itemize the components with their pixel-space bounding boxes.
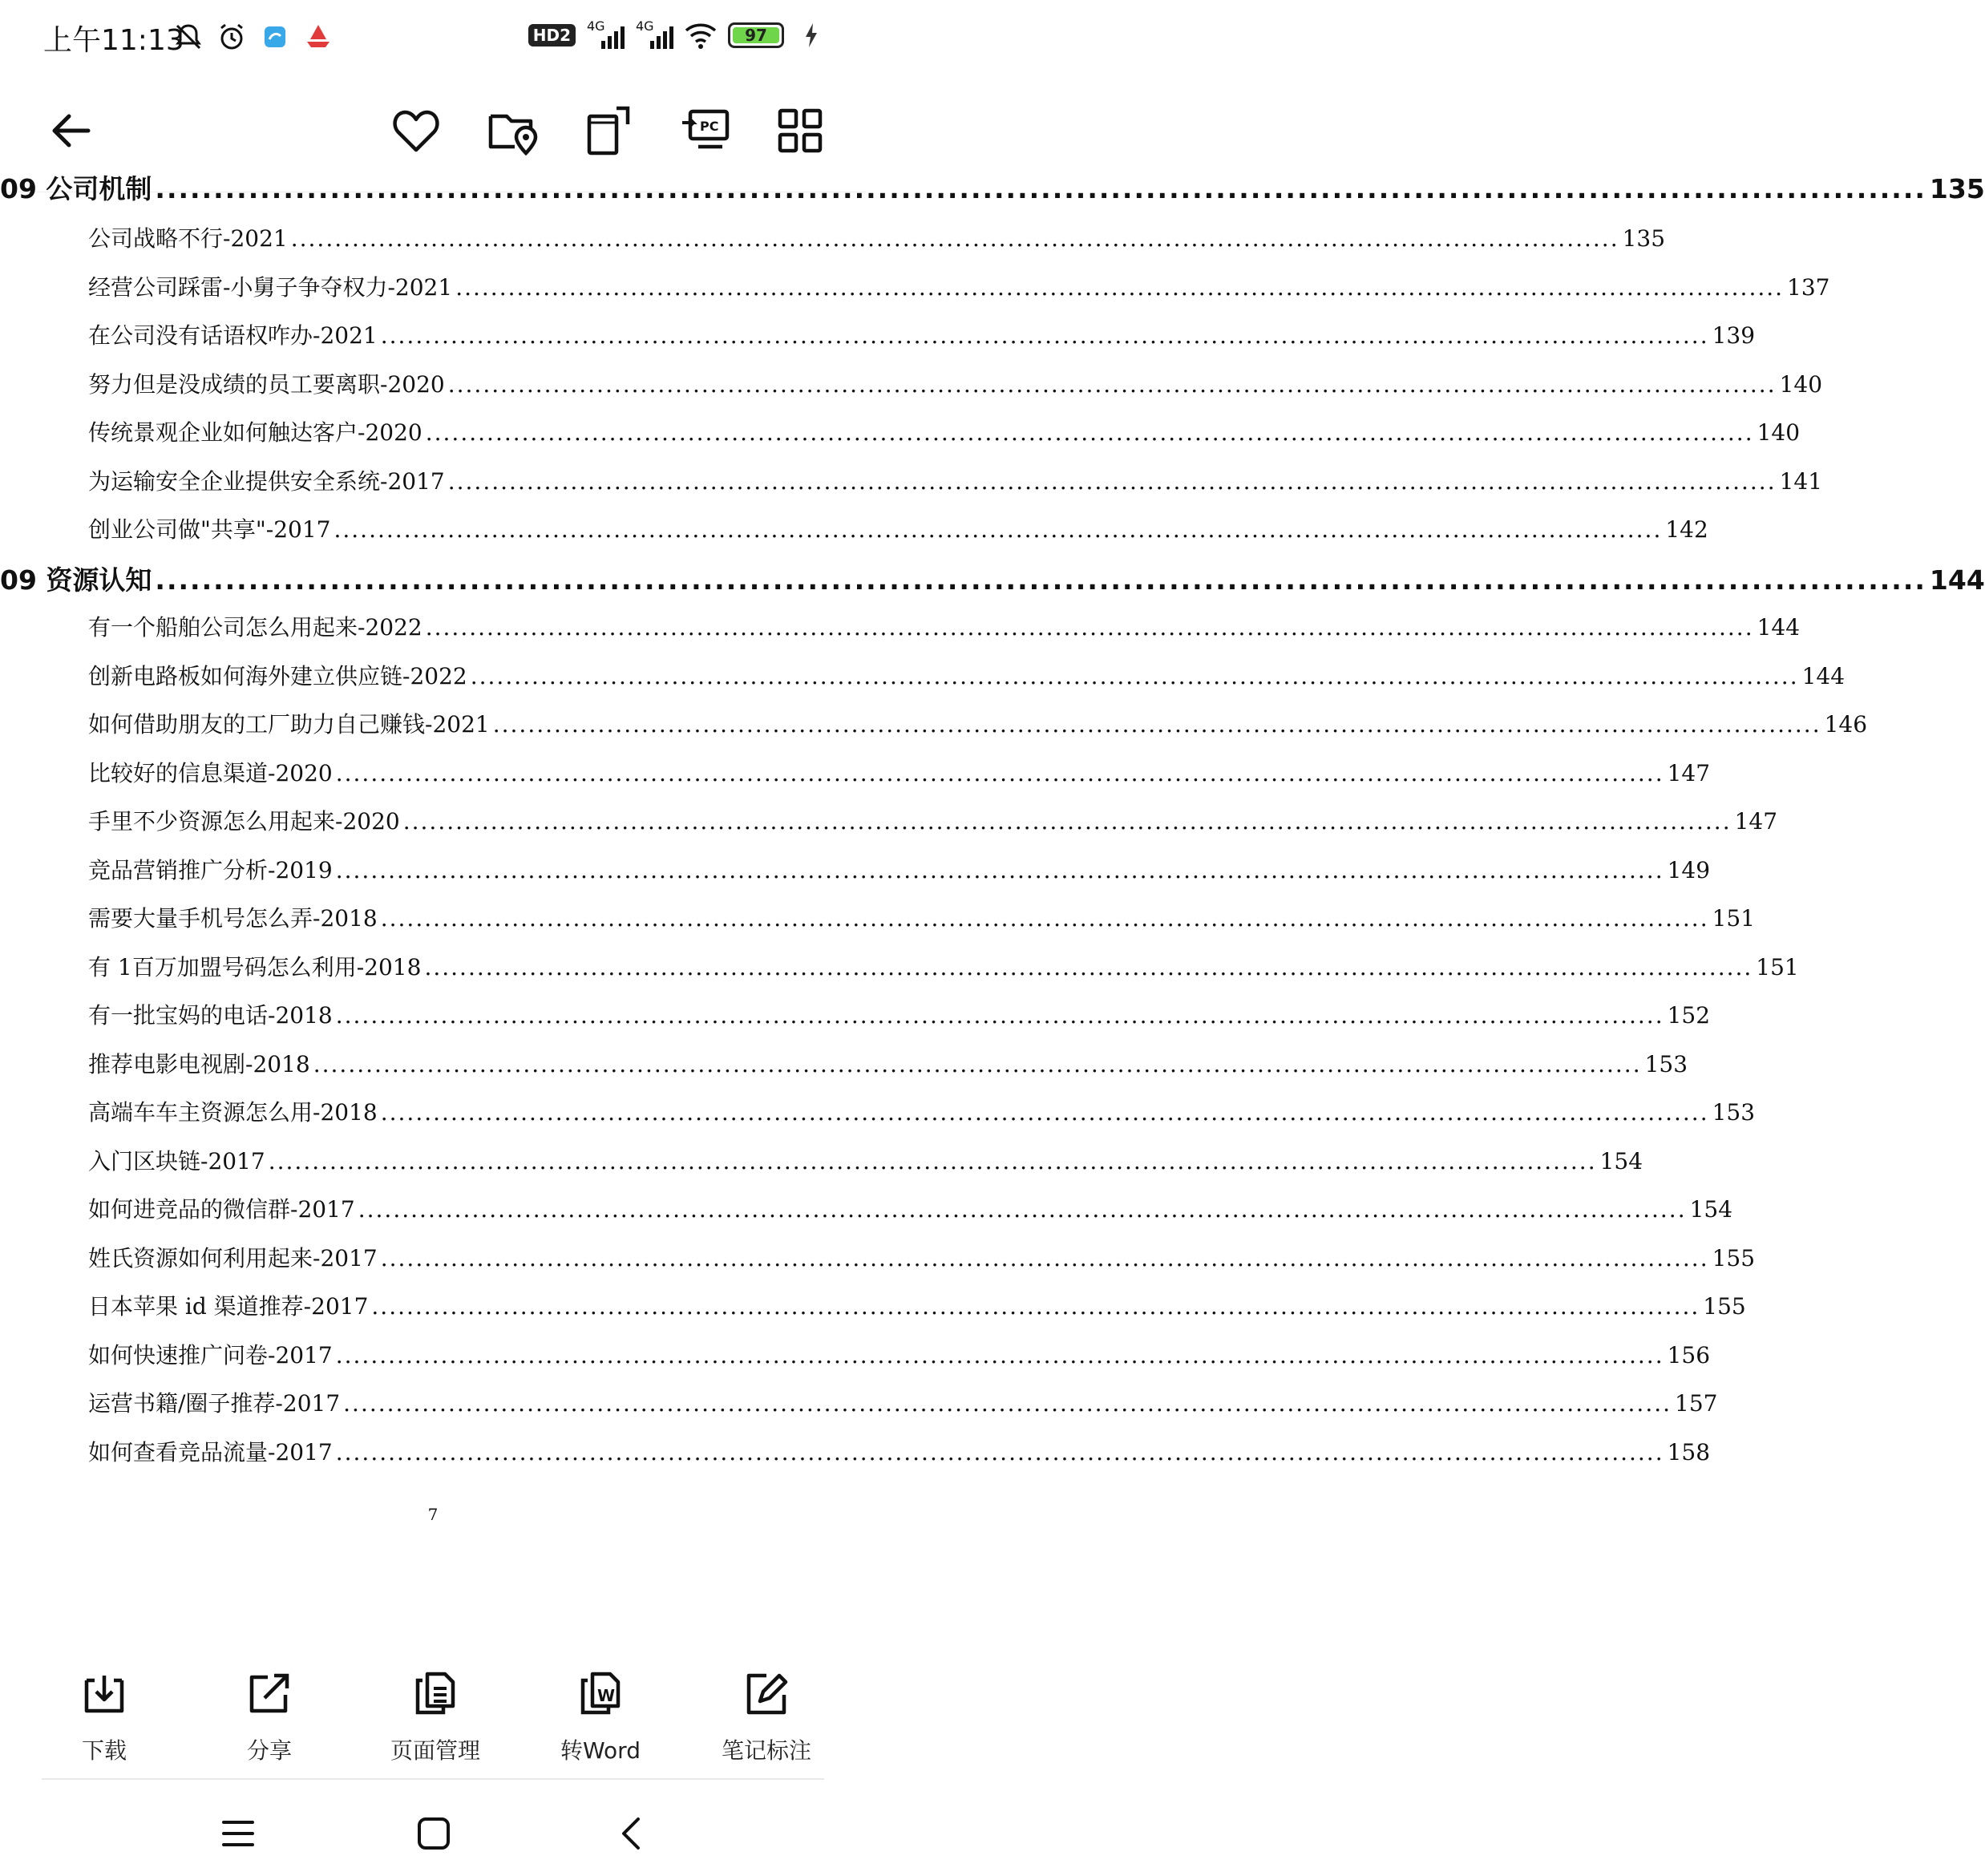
toc-entry[interactable]	[88, 1338, 1711, 1370]
download-label: 下载	[81, 1737, 127, 1764]
toc-entry[interactable]	[88, 1435, 1711, 1467]
share-icon	[244, 1668, 295, 1719]
toc-entry-page: 149	[1667, 857, 1711, 883]
toc-entry-title: 如何查看竞品流量-2017	[88, 1439, 333, 1466]
status-notification-icons	[172, 21, 334, 53]
toc-entry-title: 需要大量手机号怎么弄-2018	[88, 905, 378, 932]
toc-entry-title: 高端车车主资源怎么用-2018	[88, 1099, 378, 1126]
rotate-screen-button[interactable]	[576, 99, 641, 163]
toc-entry[interactable]	[88, 1095, 1756, 1127]
toc-entry-title: 如何借助朋友的工厂助力自己赚钱-2021	[88, 711, 490, 738]
back-button[interactable]	[38, 99, 103, 163]
toc-entry-title: 09 资源认知	[0, 564, 152, 596]
toc-entry-page: 155	[1712, 1245, 1756, 1272]
home-button[interactable]	[406, 1805, 462, 1862]
toc-dot-leader: ........................................................................................................................................................	[335, 1002, 1664, 1029]
toc-dot-leader: ........................................................................................................................................................	[425, 419, 1754, 446]
toc-entry[interactable]	[88, 415, 1801, 447]
menu-icon	[220, 1817, 256, 1850]
battery-indicator	[728, 22, 784, 48]
toc-dot-leader: ........................................................................................................................................................	[358, 1196, 1687, 1223]
app-notification-icon	[259, 21, 291, 53]
toc-entry-title: 有一批宝妈的电话-2018	[88, 1002, 333, 1029]
toc-entry-title: 姓氏资源如何利用起来-2017	[88, 1245, 378, 1272]
download-button[interactable]	[40, 1668, 168, 1780]
heart-icon	[392, 108, 440, 153]
page-manage-button[interactable]	[371, 1668, 499, 1780]
toc-entry-page: 151	[1712, 905, 1756, 932]
toc-dot-leader: ........................................................................................................................................................	[335, 760, 1664, 786]
toc-entry-page: 135	[1622, 225, 1666, 252]
toc-entry[interactable]	[88, 659, 1846, 691]
share-label: 分享	[246, 1737, 292, 1764]
toc-entry[interactable]	[88, 512, 1708, 544]
toc-entry-page: 141	[1779, 468, 1823, 495]
status-bar	[0, 0, 866, 76]
document-viewport[interactable]	[0, 173, 1985, 1635]
toc-entry-page: 140	[1779, 371, 1823, 398]
alarm-icon	[216, 21, 248, 53]
toc-entry-title: 日本苹果 id 渠道推荐-2017	[88, 1293, 369, 1320]
menu-button[interactable]	[210, 1805, 266, 1862]
toc-entry-page: 146	[1824, 711, 1868, 738]
toc-dot-leader: ........................................................................................................................................................	[313, 1051, 1642, 1077]
toc-entry-title: 比较好的信息渠道-2020	[88, 760, 333, 786]
toc-entry-title: 在公司没有话语权咋办-2021	[88, 322, 378, 349]
toc-entry-title: 有一个船舶公司怎么用起来-2022	[88, 614, 422, 641]
toc-entry[interactable]	[88, 1144, 1643, 1176]
wifi-icon	[685, 19, 717, 51]
toc-entry-page: 147	[1734, 808, 1778, 835]
toc-dot-leader: ........................................................................................................................................................	[334, 516, 1663, 543]
toc-dot-leader: ........................................................................................................................................................	[335, 857, 1664, 883]
toc-entry-page: 144	[1801, 663, 1846, 689]
toc-entry-title: 运营书籍/圈子推荐-2017	[88, 1390, 341, 1417]
toc-entry-page: 144	[1929, 564, 1985, 596]
toc-entry[interactable]	[88, 610, 1801, 642]
toc-dot-leader: ........................................................................................................................................................	[424, 954, 1753, 980]
toc-entry[interactable]	[88, 1192, 1733, 1224]
status-system-icons	[528, 19, 827, 51]
toc-dot-leader: ........................................................................................................................................................	[470, 663, 1799, 689]
toc-entry-title: 经营公司踩雷-小舅子争夺权力-2021	[88, 274, 453, 301]
toc-entry-title: 推荐电影电视剧-2018	[88, 1051, 310, 1077]
toc-dot-leader: ........................................................................................................................................................	[380, 1245, 1709, 1272]
note-edit-icon	[741, 1668, 792, 1719]
page-number: 7	[427, 1505, 439, 1524]
toc-entry-title: 传统景观企业如何触达客户-2020	[88, 419, 422, 446]
toc-dot-leader: ........................................................................................................................................................	[155, 564, 1926, 596]
toc-entry-title: 如何快速推广问卷-2017	[88, 1342, 333, 1369]
signal-1-icon: 4G	[587, 22, 625, 49]
page-manage-label: 页面管理	[390, 1737, 480, 1764]
toc-entry[interactable]	[88, 998, 1711, 1030]
save-location-button[interactable]	[481, 99, 545, 163]
toc-entry-page: 158	[1667, 1439, 1711, 1466]
hd-badge: HD2	[528, 24, 576, 46]
toc-entry-page: 151	[1756, 954, 1799, 980]
toc-entry-page: 156	[1667, 1342, 1711, 1369]
toc-entry-page: 157	[1675, 1390, 1718, 1417]
toc-entry-page: 153	[1712, 1099, 1756, 1126]
toc-dot-leader: ........................................................................................................................................................	[492, 711, 1821, 738]
toc-entry[interactable]	[88, 1047, 1688, 1079]
cast-to-pc-icon	[679, 107, 730, 155]
toc-entry[interactable]	[88, 464, 1823, 496]
toc-dot-leader: ........................................................................................................................................................	[335, 1342, 1664, 1369]
toc-dot-leader: ........................................................................................................................................................	[343, 1390, 1672, 1417]
toc-entry[interactable]	[88, 901, 1756, 933]
toc-dot-leader: ........................................................................................................................................................	[380, 322, 1709, 349]
note-annotate-button[interactable]	[702, 1668, 831, 1780]
bottom-toolbar	[0, 1652, 866, 1780]
phone-rotate-icon	[584, 105, 633, 156]
toc-entry[interactable]	[88, 804, 1778, 836]
to-word-label: 转Word	[560, 1737, 641, 1764]
home-icon	[416, 1816, 451, 1851]
toc-entry[interactable]	[88, 1386, 1718, 1418]
toc-entry-page: 154	[1689, 1196, 1733, 1223]
word-badge: W	[597, 1686, 616, 1705]
toc-entry[interactable]	[88, 270, 1830, 302]
toc-dot-leader: ........................................................................................................................................................	[371, 1293, 1700, 1320]
toc-section-clipped	[0, 168, 1985, 204]
grid-apps-icon	[776, 107, 824, 155]
toc-entry[interactable]	[88, 1289, 1746, 1321]
mute-icon	[172, 21, 204, 53]
toc-entry-page: 144	[1757, 614, 1801, 641]
toc-entry-title: 有 1百万加盟号码怎么利用-2018	[88, 954, 422, 980]
toc-entry-title: 公司战略不行-2021	[88, 225, 288, 252]
toc-dot-leader: ........................................................................................................................................................	[402, 808, 1732, 835]
toc-dot-leader: ........................................................................................................................................................	[335, 1439, 1664, 1466]
toc-dot-leader: ........................................................................................................................................................	[447, 371, 1777, 398]
toc-entry-title: 入门区块链-2017	[88, 1148, 265, 1175]
toc-entry[interactable]	[88, 756, 1711, 788]
toc-entry-title: 如何进竞品的微信群-2017	[88, 1196, 355, 1223]
favorite-button[interactable]	[384, 99, 448, 163]
toc-entry-page: 139	[1712, 322, 1756, 349]
pc-label: PC	[700, 119, 719, 134]
toc-entry-page: 153	[1644, 1051, 1688, 1077]
toc-entry[interactable]	[88, 853, 1711, 885]
toc-entry[interactable]	[88, 707, 1868, 739]
toc-dot-leader: ........................................................................................................................................................	[455, 274, 1785, 301]
folder-location-icon	[487, 107, 539, 155]
signal-2-icon: 4G	[636, 22, 673, 49]
toc-entry-page: 154	[1599, 1148, 1643, 1175]
toc-dot-leader: ........................................................................................................................................................	[447, 468, 1777, 495]
download-icon	[79, 1668, 130, 1719]
toc-entry-page: 155	[1703, 1293, 1746, 1320]
toc-entry[interactable]	[88, 318, 1756, 350]
toc-entry[interactable]	[88, 221, 1666, 253]
toc-entry[interactable]	[88, 950, 1799, 982]
toc-entry-title: 竞品营销推广分析-2019	[88, 857, 333, 883]
toolbar-divider	[42, 1778, 824, 1780]
status-time: 上午11:13	[43, 24, 184, 57]
toc-dot-leader: ........................................................................................................................................................	[425, 614, 1754, 641]
toc-entry-title: 手里不少资源怎么用起来-2020	[88, 808, 400, 835]
system-nav-bar	[0, 1788, 866, 1876]
back-arrow-icon	[46, 107, 95, 155]
toc-section-heading[interactable]	[0, 560, 1985, 596]
boat-app-icon	[302, 21, 334, 53]
apps-grid-button[interactable]	[768, 99, 832, 163]
battery-percent: 97	[745, 26, 767, 45]
toc-section-page: 135	[1929, 173, 1985, 204]
toc-entry-title: 努力但是没成绩的员工要离职-2020	[88, 371, 445, 398]
toc-entry-title: 创业公司做"共享"-2017	[88, 516, 331, 543]
toc-dot-leader: ........................................................................................................................................................	[155, 173, 1926, 204]
toc-dot-leader: ........................................................................................................................................................	[290, 225, 1619, 252]
toc-entry-page: 147	[1667, 760, 1711, 786]
toc-entry-page: 140	[1757, 419, 1801, 446]
toc-dot-leader: ........................................................................................................................................................	[380, 905, 1709, 932]
charging-icon	[795, 19, 827, 51]
to-word-button[interactable]	[536, 1668, 665, 1780]
share-button[interactable]	[205, 1668, 334, 1780]
toc-entry[interactable]	[88, 367, 1823, 399]
to-word-icon	[575, 1668, 626, 1719]
toc-entry-page: 137	[1787, 274, 1830, 301]
toc-entry-page: 142	[1665, 516, 1708, 543]
nav-back-button[interactable]	[603, 1805, 659, 1862]
toc-entry-page: 152	[1667, 1002, 1711, 1029]
back-icon	[619, 1816, 643, 1851]
toc-dot-leader: ........................................................................................................................................................	[268, 1148, 1597, 1175]
note-annotate-label: 笔记标注	[721, 1737, 811, 1764]
page-manage-icon	[410, 1668, 461, 1719]
toc-section-title: 09 公司机制	[0, 173, 152, 204]
toc-entry-title: 为运输安全企业提供安全系统-2017	[88, 468, 445, 495]
toc-entry[interactable]	[88, 1241, 1756, 1273]
toc-dot-leader: ........................................................................................................................................................	[380, 1099, 1709, 1126]
toc-entry-title: 创新电路板如何海外建立供应链-2022	[88, 663, 467, 689]
cast-to-pc-button[interactable]	[673, 99, 737, 163]
